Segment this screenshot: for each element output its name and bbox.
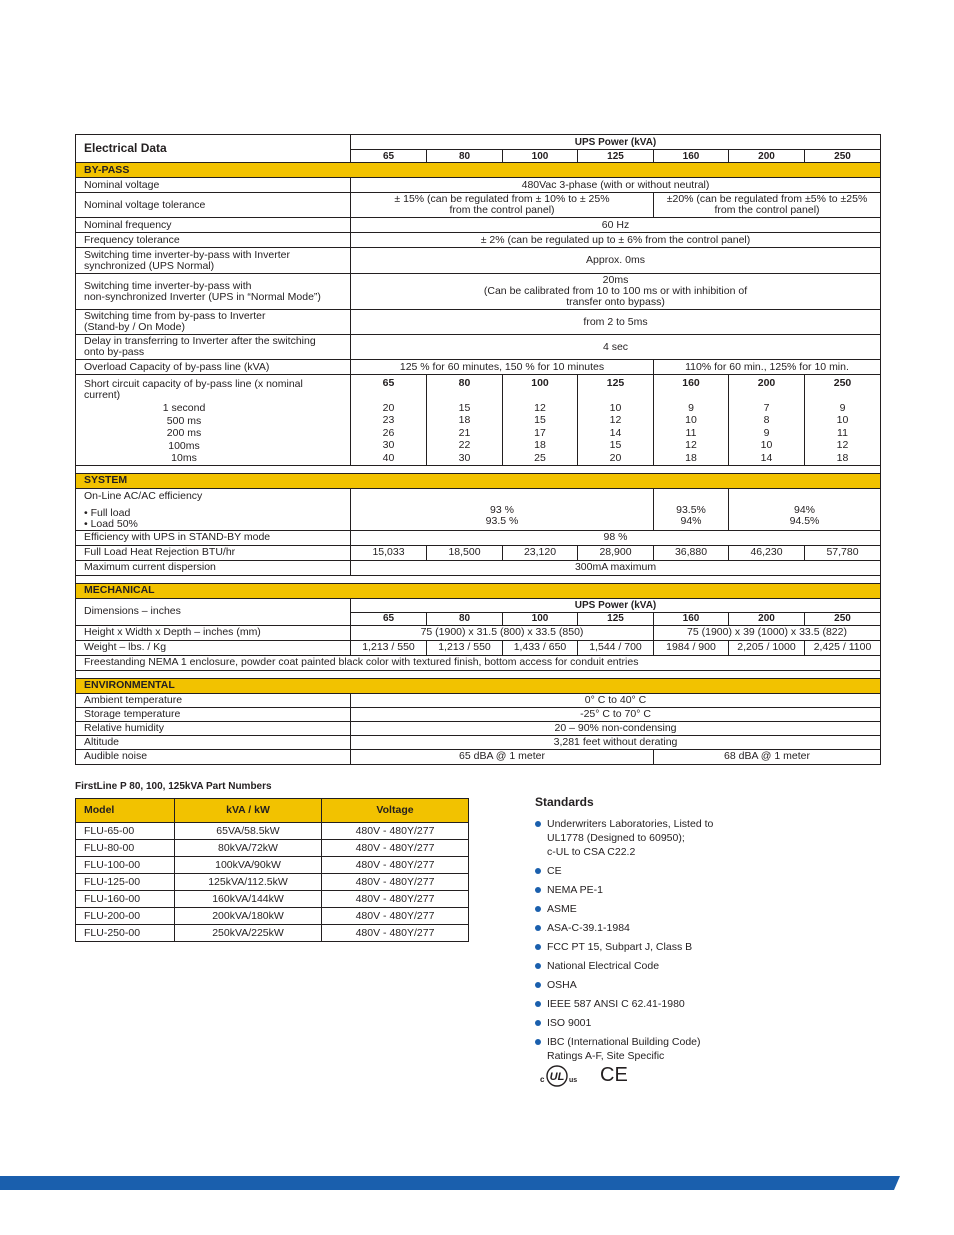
short-circuit-value: 22 bbox=[458, 439, 471, 451]
section-system: SYSTEM bbox=[76, 473, 881, 488]
electrical-data-title: Electrical Data bbox=[76, 135, 351, 163]
table-row bbox=[76, 625, 881, 640]
short-circuit-header: 80 bbox=[458, 377, 471, 389]
table-cell: 125 % for 60 minutes, 150 % for 10 minutes bbox=[351, 360, 654, 375]
table-row bbox=[76, 233, 881, 248]
table-cell: 60 Hz bbox=[351, 218, 881, 233]
standard-line: Underwriters Laboratories, Listed to bbox=[547, 818, 714, 830]
parts-row bbox=[76, 857, 469, 874]
section-bypass: BY-PASS bbox=[76, 163, 881, 178]
parts-header-row bbox=[76, 799, 469, 823]
short-circuit-value: 25 bbox=[534, 451, 546, 464]
ul-mark: UL bbox=[549, 1071, 565, 1083]
certification-marks bbox=[540, 1058, 635, 1097]
table-row bbox=[76, 473, 881, 488]
bullet-icon bbox=[535, 821, 541, 827]
table-cell: 46,230 bbox=[729, 545, 805, 560]
part-model: FLU-65-00 bbox=[76, 823, 175, 840]
table-cell: 2,205 / 1000 bbox=[729, 640, 805, 655]
table-cell: 1,433 / 650 bbox=[503, 640, 578, 655]
bullet-icon bbox=[535, 887, 541, 893]
kva-column-header: 80 bbox=[427, 150, 503, 163]
short-circuit-value: 18 bbox=[458, 414, 471, 426]
short-circuit-header: 250 bbox=[833, 377, 852, 389]
cell-line: Delay in transferring to Inverter after the switching bbox=[84, 335, 316, 347]
short-circuit-header: 125 bbox=[606, 377, 625, 389]
duration-label: 200 ms bbox=[166, 427, 202, 439]
cell-line: 93.5% bbox=[676, 504, 706, 516]
cell-line: • Full load bbox=[84, 506, 131, 519]
kva-column-header: 250 bbox=[805, 612, 881, 625]
table-cell: Nominal voltage tolerance bbox=[76, 193, 351, 218]
short-circuit-value: 12 bbox=[836, 439, 849, 451]
part-kva: 100kVA/90kW bbox=[175, 857, 322, 874]
table-row bbox=[76, 707, 881, 721]
part-kva: 125kVA/112.5kW bbox=[175, 874, 322, 891]
cell-line: transfer onto bypass) bbox=[566, 296, 665, 308]
table-cell: 98 % bbox=[351, 530, 881, 545]
short-circuit-value: 9 bbox=[839, 401, 846, 414]
part-kva: 80kVA/72kW bbox=[175, 840, 322, 857]
table-cell bbox=[76, 274, 351, 310]
table-cell: Relative humidity bbox=[76, 721, 351, 735]
standard-line: IBC (International Building Code) bbox=[547, 1036, 701, 1048]
table-cell: -25° C to 70° C bbox=[351, 707, 881, 721]
parts-column-header: Model bbox=[76, 799, 175, 823]
standard-line: c-UL to CSA C22.2 bbox=[547, 846, 636, 858]
table-row bbox=[76, 693, 881, 707]
short-circuit-value: 10 bbox=[685, 414, 697, 426]
short-circuit-value: 40 bbox=[382, 451, 395, 464]
short-circuit-value: 30 bbox=[382, 439, 395, 451]
footer-bar bbox=[0, 1176, 954, 1190]
section-spacer bbox=[76, 670, 881, 678]
part-kva: 250kVA/225kW bbox=[175, 925, 322, 942]
part-voltage: 480V - 480Y/277 bbox=[322, 908, 469, 925]
enclosure-note: Freestanding NEMA 1 enclosure, powder coat painted black color with textured finish, bottom access for conduit entries bbox=[76, 655, 881, 670]
short-circuit-value: 15 bbox=[534, 414, 546, 426]
parts-column-header: Voltage bbox=[322, 799, 469, 823]
table-cell: Nominal frequency bbox=[76, 218, 351, 233]
short-circuit-value: 26 bbox=[382, 426, 395, 439]
cell-line: 94% bbox=[680, 515, 702, 527]
short-circuit-column bbox=[729, 375, 805, 466]
short-circuit-row bbox=[76, 375, 881, 466]
table-cell: Altitude bbox=[76, 735, 351, 749]
short-circuit-column bbox=[427, 375, 503, 466]
table-cell bbox=[76, 375, 351, 466]
kva-column-header: 200 bbox=[729, 150, 805, 163]
bullet-icon bbox=[535, 925, 541, 931]
table-cell bbox=[654, 488, 729, 530]
part-kva: 160kVA/144kW bbox=[175, 891, 322, 908]
part-model: FLU-125-00 bbox=[76, 874, 175, 891]
part-numbers-table bbox=[75, 798, 469, 942]
table-row bbox=[76, 178, 881, 193]
bullet-icon bbox=[535, 1020, 541, 1026]
table-cell: 15,033 bbox=[351, 545, 427, 560]
cell-line: Switching time inverter-by-pass with Inverter bbox=[84, 248, 290, 261]
bullet-icon bbox=[535, 963, 541, 969]
standard-line: National Electrical Code bbox=[547, 960, 660, 972]
standards-section bbox=[535, 795, 795, 1068]
table-row bbox=[76, 248, 881, 274]
ups-power-header: UPS Power (kVA) bbox=[351, 598, 881, 612]
short-circuit-value: 20 bbox=[382, 401, 395, 414]
table-cell: Ambient temperature bbox=[76, 693, 351, 707]
short-circuit-column bbox=[805, 375, 881, 466]
table-cell: Nominal voltage bbox=[76, 178, 351, 193]
cell-line: • Load 50% bbox=[84, 517, 138, 530]
table-cell bbox=[654, 193, 881, 218]
short-circuit-value: 8 bbox=[763, 414, 770, 426]
table-row bbox=[76, 193, 881, 218]
short-circuit-value: 30 bbox=[458, 451, 471, 464]
table-row bbox=[76, 655, 881, 670]
kva-column-header: 200 bbox=[729, 612, 805, 625]
part-voltage: 480V - 480Y/277 bbox=[322, 823, 469, 840]
table-row bbox=[76, 465, 881, 473]
table-cell: Audible noise bbox=[76, 749, 351, 764]
table-cell: Full Load Heat Rejection BTU/hr bbox=[76, 545, 351, 560]
part-model: FLU-250-00 bbox=[76, 925, 175, 942]
table-cell: 3,281 feet without derating bbox=[351, 735, 881, 749]
part-voltage: 480V - 480Y/277 bbox=[322, 925, 469, 942]
duration-label: 100ms bbox=[168, 439, 200, 452]
short-circuit-value: 20 bbox=[609, 451, 622, 464]
table-cell: 28,900 bbox=[578, 545, 654, 560]
table-row bbox=[76, 530, 881, 545]
short-circuit-value: 12 bbox=[609, 414, 622, 426]
bullet-icon bbox=[535, 1001, 541, 1007]
cell-line: 93 % bbox=[490, 504, 514, 516]
ul-ce-logo-icon bbox=[540, 1058, 635, 1092]
part-kva: 200kVA/180kW bbox=[175, 908, 322, 925]
kva-column-header: 160 bbox=[654, 612, 729, 625]
table-row bbox=[76, 335, 881, 360]
duration-label: 10ms bbox=[171, 452, 197, 464]
table-row bbox=[76, 274, 881, 310]
standard-line: IEEE 587 ANSI C 62.41-1980 bbox=[547, 998, 685, 1010]
table-cell bbox=[76, 310, 351, 335]
table-row bbox=[76, 163, 881, 178]
short-circuit-value: 10 bbox=[836, 414, 849, 426]
standard-item bbox=[535, 883, 795, 897]
standard-item bbox=[535, 997, 795, 1011]
standard-line: NEMA PE-1 bbox=[547, 884, 604, 896]
standard-item bbox=[535, 1016, 795, 1030]
part-numbers-title: FirstLine P 80, 100, 125kVA Part Numbers bbox=[75, 781, 272, 792]
table-row bbox=[76, 583, 881, 598]
table-row bbox=[76, 575, 881, 583]
bullet-icon bbox=[535, 982, 541, 988]
standard-line: ASME bbox=[547, 903, 577, 915]
standard-line: ISO 9001 bbox=[547, 1017, 592, 1029]
table-cell: 18,500 bbox=[427, 545, 503, 560]
duration-label: 500 ms bbox=[166, 414, 202, 427]
table-cell: 75 (1900) x 39 (1000) x 33.5 (822) bbox=[654, 625, 881, 640]
short-circuit-value: 18 bbox=[534, 439, 546, 451]
time-list bbox=[84, 402, 284, 465]
cell-line: non-synchronized Inverter (UPS in “Normal Mode”) bbox=[84, 290, 321, 303]
part-model: FLU-100-00 bbox=[76, 857, 175, 874]
table-cell: Overload Capacity of by-pass line (kVA) bbox=[76, 360, 351, 375]
section-spacer bbox=[76, 465, 881, 473]
section-environmental: ENVIRONMENTAL bbox=[76, 678, 881, 693]
section-spacer bbox=[76, 575, 881, 583]
short-circuit-column bbox=[654, 375, 729, 466]
table-cell: Height x Width x Depth – inches (mm) bbox=[76, 625, 351, 640]
efficiency-row bbox=[76, 488, 881, 530]
table-cell: 20 – 90% non-condensing bbox=[351, 721, 881, 735]
table-cell: Dimensions – inches bbox=[76, 598, 351, 625]
table-row bbox=[76, 721, 881, 735]
short-circuit-value: 12 bbox=[534, 401, 546, 414]
table-cell: 1984 / 900 bbox=[654, 640, 729, 655]
standard-item bbox=[535, 817, 795, 859]
standard-line: UL1778 (Designed to 60950); bbox=[547, 832, 685, 844]
bullet-icon bbox=[535, 906, 541, 912]
standard-line: ASA-C-39.1-1984 bbox=[547, 922, 630, 934]
table-cell: from 2 to 5ms bbox=[351, 310, 881, 335]
standard-item bbox=[535, 902, 795, 916]
standard-line: OSHA bbox=[547, 979, 577, 991]
cell-line: (Stand-by / On Mode) bbox=[84, 321, 185, 333]
part-model: FLU-160-00 bbox=[76, 891, 175, 908]
ce-mark: CE bbox=[600, 1064, 628, 1086]
kva-column-header: 65 bbox=[351, 612, 427, 625]
table-cell: 1,213 / 550 bbox=[427, 640, 503, 655]
table-cell: Weight – lbs. / Kg bbox=[76, 640, 351, 655]
short-circuit-value: 14 bbox=[609, 426, 622, 439]
kva-column-header: 125 bbox=[578, 612, 654, 625]
short-circuit-value: 9 bbox=[688, 401, 694, 414]
table-cell: 36,880 bbox=[654, 545, 729, 560]
table-row bbox=[76, 670, 881, 678]
cell-line: onto by-pass bbox=[84, 346, 145, 358]
parts-row bbox=[76, 925, 469, 942]
short-circuit-value: 18 bbox=[685, 451, 697, 464]
table-cell: Storage temperature bbox=[76, 707, 351, 721]
part-kva: 65VA/58.5kW bbox=[175, 823, 322, 840]
table-row bbox=[76, 678, 881, 693]
table-cell bbox=[351, 274, 881, 310]
table-cell: Efficiency with UPS in STAND-BY mode bbox=[76, 530, 351, 545]
short-circuit-column bbox=[503, 375, 578, 466]
cell-line: 20ms bbox=[602, 274, 629, 286]
short-circuit-header: 65 bbox=[382, 377, 395, 389]
table-cell: 65 dBA @ 1 meter bbox=[351, 749, 654, 764]
cell-line: Switching time inverter-by-pass with bbox=[84, 279, 252, 292]
cell-line: 94% bbox=[794, 504, 816, 516]
cell-line: Short circuit capacity of by-pass line (x nominal bbox=[84, 378, 303, 390]
table-row bbox=[76, 749, 881, 764]
short-circuit-value: 11 bbox=[685, 426, 697, 439]
table-cell: 2,425 / 1100 bbox=[805, 640, 881, 655]
table-cell: 300mA maximum bbox=[351, 560, 881, 575]
table-cell bbox=[76, 248, 351, 274]
short-circuit-value: 9 bbox=[763, 426, 770, 439]
standard-line: CE bbox=[547, 865, 562, 877]
part-voltage: 480V - 480Y/277 bbox=[322, 840, 469, 857]
table-row bbox=[76, 218, 881, 233]
bullet-icon bbox=[535, 868, 541, 874]
standard-item bbox=[535, 921, 795, 935]
table-cell bbox=[76, 488, 351, 530]
short-circuit-value: 17 bbox=[534, 426, 546, 439]
short-circuit-column bbox=[578, 375, 654, 466]
short-circuit-value: 15 bbox=[609, 439, 622, 451]
table-cell: 480Vac 3-phase (with or without neutral) bbox=[351, 178, 881, 193]
cell-line: 94.5% bbox=[789, 515, 820, 527]
short-circuit-value: 10 bbox=[609, 401, 622, 414]
short-circuit-value: 15 bbox=[458, 401, 471, 414]
part-model: FLU-80-00 bbox=[76, 840, 175, 857]
cell-line: Switching time from by-pass to Inverter bbox=[84, 310, 266, 322]
c-mark: c bbox=[540, 1075, 545, 1084]
parts-row bbox=[76, 908, 469, 925]
kva-column-header: 100 bbox=[503, 150, 578, 163]
short-circuit-column bbox=[351, 375, 427, 466]
table-row bbox=[76, 135, 881, 150]
cell-line: On-Line AC/AC efficiency bbox=[84, 489, 203, 502]
kva-column-header: 80 bbox=[427, 612, 503, 625]
standards-title: Standards bbox=[535, 795, 594, 809]
us-mark: us bbox=[569, 1077, 578, 1084]
table-cell: 110% for 60 min., 125% for 10 min. bbox=[654, 360, 881, 375]
short-circuit-value: 7 bbox=[763, 401, 770, 414]
table-cell: Approx. 0ms bbox=[351, 248, 881, 274]
table-row bbox=[76, 310, 881, 335]
parts-column-header: kVA / kW bbox=[175, 799, 322, 823]
table-cell: 1,544 / 700 bbox=[578, 640, 654, 655]
short-circuit-value: 21 bbox=[458, 426, 471, 439]
table-cell: 1,213 / 550 bbox=[351, 640, 427, 655]
part-voltage: 480V - 480Y/277 bbox=[322, 874, 469, 891]
table-cell: 4 sec bbox=[351, 335, 881, 360]
table-cell: 57,780 bbox=[805, 545, 881, 560]
part-voltage: 480V - 480Y/277 bbox=[322, 891, 469, 908]
bullet-icon bbox=[535, 944, 541, 950]
bullet-icon bbox=[535, 1039, 541, 1045]
kva-column-header: 250 bbox=[805, 150, 881, 163]
table-row bbox=[76, 545, 881, 560]
standard-item bbox=[535, 978, 795, 992]
table-cell bbox=[351, 488, 654, 530]
cell-line: ±20% (can be regulated from ±5% to ±25% bbox=[666, 193, 868, 205]
cell-line: (Can be calibrated from 10 to 100 ms or with inhibition of bbox=[483, 285, 748, 297]
duration-label: 1 second bbox=[162, 402, 206, 414]
table-cell: 68 dBA @ 1 meter bbox=[654, 749, 881, 764]
standard-line: Ratings A-F, Site Specific bbox=[547, 1050, 665, 1062]
cell-line: ± 15% (can be regulated from ± 10% to ± 25% bbox=[394, 193, 610, 205]
table-cell: Maximum current dispersion bbox=[76, 560, 351, 575]
table-row bbox=[76, 735, 881, 749]
table-row bbox=[76, 598, 881, 612]
part-voltage: 480V - 480Y/277 bbox=[322, 857, 469, 874]
cell-line: current) bbox=[84, 389, 121, 401]
short-circuit-header: 100 bbox=[531, 377, 549, 389]
short-circuit-value: 10 bbox=[760, 439, 773, 451]
short-circuit-value: 14 bbox=[760, 451, 773, 464]
short-circuit-value: 18 bbox=[836, 451, 849, 464]
parts-row bbox=[76, 891, 469, 908]
section-mechanical: MECHANICAL bbox=[76, 583, 881, 598]
short-circuit-value: 23 bbox=[382, 414, 395, 426]
kva-column-header: 65 bbox=[351, 150, 427, 163]
table-cell: 23,120 bbox=[503, 545, 578, 560]
table-cell: ± 2% (can be regulated up to ± 6% from the control panel) bbox=[351, 233, 881, 248]
table-cell bbox=[76, 335, 351, 360]
short-circuit-header: 200 bbox=[757, 377, 776, 389]
table-cell: 75 (1900) x 31.5 (800) x 33.5 (850) bbox=[351, 625, 654, 640]
table-row bbox=[76, 640, 881, 655]
cell-line: 93.5 % bbox=[485, 515, 519, 527]
table-row bbox=[76, 560, 881, 575]
standards-list bbox=[535, 817, 795, 1063]
short-circuit-value: 12 bbox=[685, 439, 697, 451]
standard-item bbox=[535, 959, 795, 973]
standard-line: FCC PT 15, Subpart J, Class B bbox=[547, 941, 693, 953]
part-model: FLU-200-00 bbox=[76, 908, 175, 925]
ups-power-header: UPS Power (kVA) bbox=[351, 135, 881, 150]
table-cell bbox=[729, 488, 881, 530]
parts-row bbox=[76, 874, 469, 891]
parts-row bbox=[76, 840, 469, 857]
kva-column-header: 160 bbox=[654, 150, 729, 163]
standard-item bbox=[535, 940, 795, 954]
short-circuit-value: 11 bbox=[837, 426, 848, 439]
table-cell: 0° C to 40° C bbox=[351, 693, 881, 707]
standard-item bbox=[535, 864, 795, 878]
cell-line: synchronized (UPS Normal) bbox=[84, 259, 215, 272]
table-cell: Frequency tolerance bbox=[76, 233, 351, 248]
cell-line: from the control panel) bbox=[714, 204, 820, 216]
table-row bbox=[76, 360, 881, 375]
kva-column-header: 125 bbox=[578, 150, 654, 163]
cell-line: from the control panel) bbox=[449, 204, 555, 216]
parts-row bbox=[76, 823, 469, 840]
electrical-data-table bbox=[75, 134, 881, 765]
short-circuit-header: 160 bbox=[682, 377, 700, 389]
table-cell bbox=[351, 193, 654, 218]
kva-column-header: 100 bbox=[503, 612, 578, 625]
